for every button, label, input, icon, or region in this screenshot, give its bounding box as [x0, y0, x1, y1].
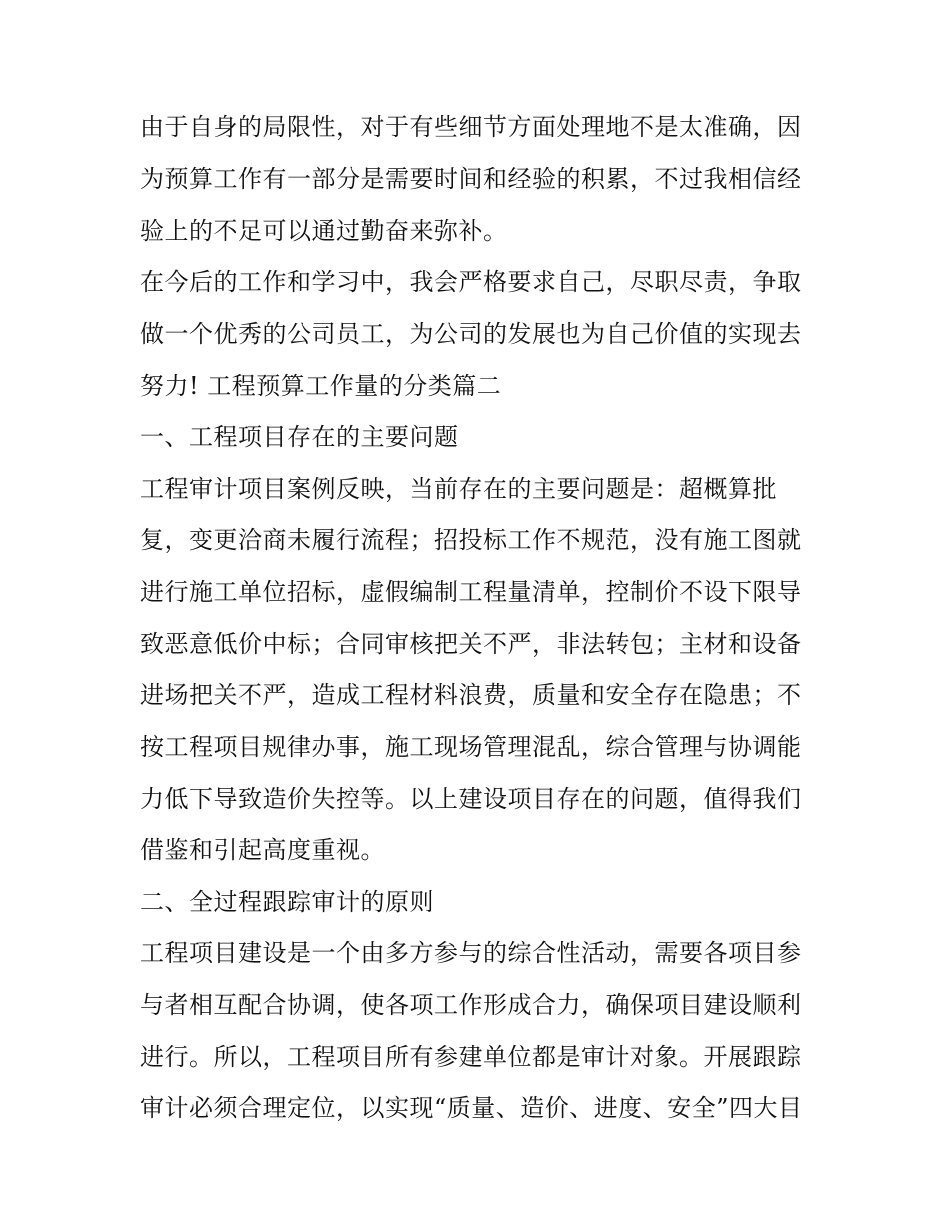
text-line: 努力! 工程预算工作量的分类篇二 [140, 372, 502, 400]
text-line: 工程审计项目案例反映，当前存在的主要问题是：超概算批 [140, 475, 777, 503]
text-line: 借鉴和引起高度重视。 [140, 836, 385, 864]
text-line: 工程项目建设是一个由多方参与的综合性活动，需要各项目参 [140, 939, 802, 967]
text-line: 验上的不足可以通过勤奋来弥补。 [140, 217, 508, 245]
text-line: 由于自身的局限性，对于有些细节方面处理地不是太准确，因 [140, 113, 802, 141]
text-line: 进行。所以，工程项目所有参建单位都是审计对象。开展跟踪 [140, 1043, 802, 1071]
text-line: 审计必须合理定位，以实现“质量、造价、进度、安全”四大目 [140, 1094, 803, 1122]
text-line: 为预算工作有一部分是需要时间和经验的积累，不过我相信经 [140, 165, 802, 193]
text-line: 致恶意低价中标；合同审核把关不严，非法转包；主材和设备 [140, 630, 802, 658]
text-line: 力低下导致造价失控等。以上建设项目存在的问题，值得我们 [140, 785, 802, 813]
text-line: 进场把关不严，造成工程材料浪费，质量和安全存在隐患；不 [140, 681, 802, 709]
section-heading: 二、全过程跟踪审计的原则 [140, 888, 434, 916]
text-line: 进行施工单位招标，虚假编制工程量清单，控制价不设下限导 [140, 578, 802, 606]
text-line: 与者相互配合协调，使各项工作形成合力，确保项目建设顺利 [140, 991, 802, 1019]
text-line: 复，变更洽商未履行流程；招投标工作不规范，没有施工图就 [140, 526, 802, 554]
text-line: 做一个优秀的公司员工，为公司的发展也为自己价值的实现去 [140, 320, 802, 348]
text-line: 在今后的工作和学习中，我会严格要求自己，尽职尽责，争取 [140, 268, 802, 296]
text-line: 按工程项目规律办事，施工现场管理混乱，综合管理与协调能 [140, 733, 802, 761]
section-heading: 一、工程项目存在的主要问题 [140, 423, 459, 451]
